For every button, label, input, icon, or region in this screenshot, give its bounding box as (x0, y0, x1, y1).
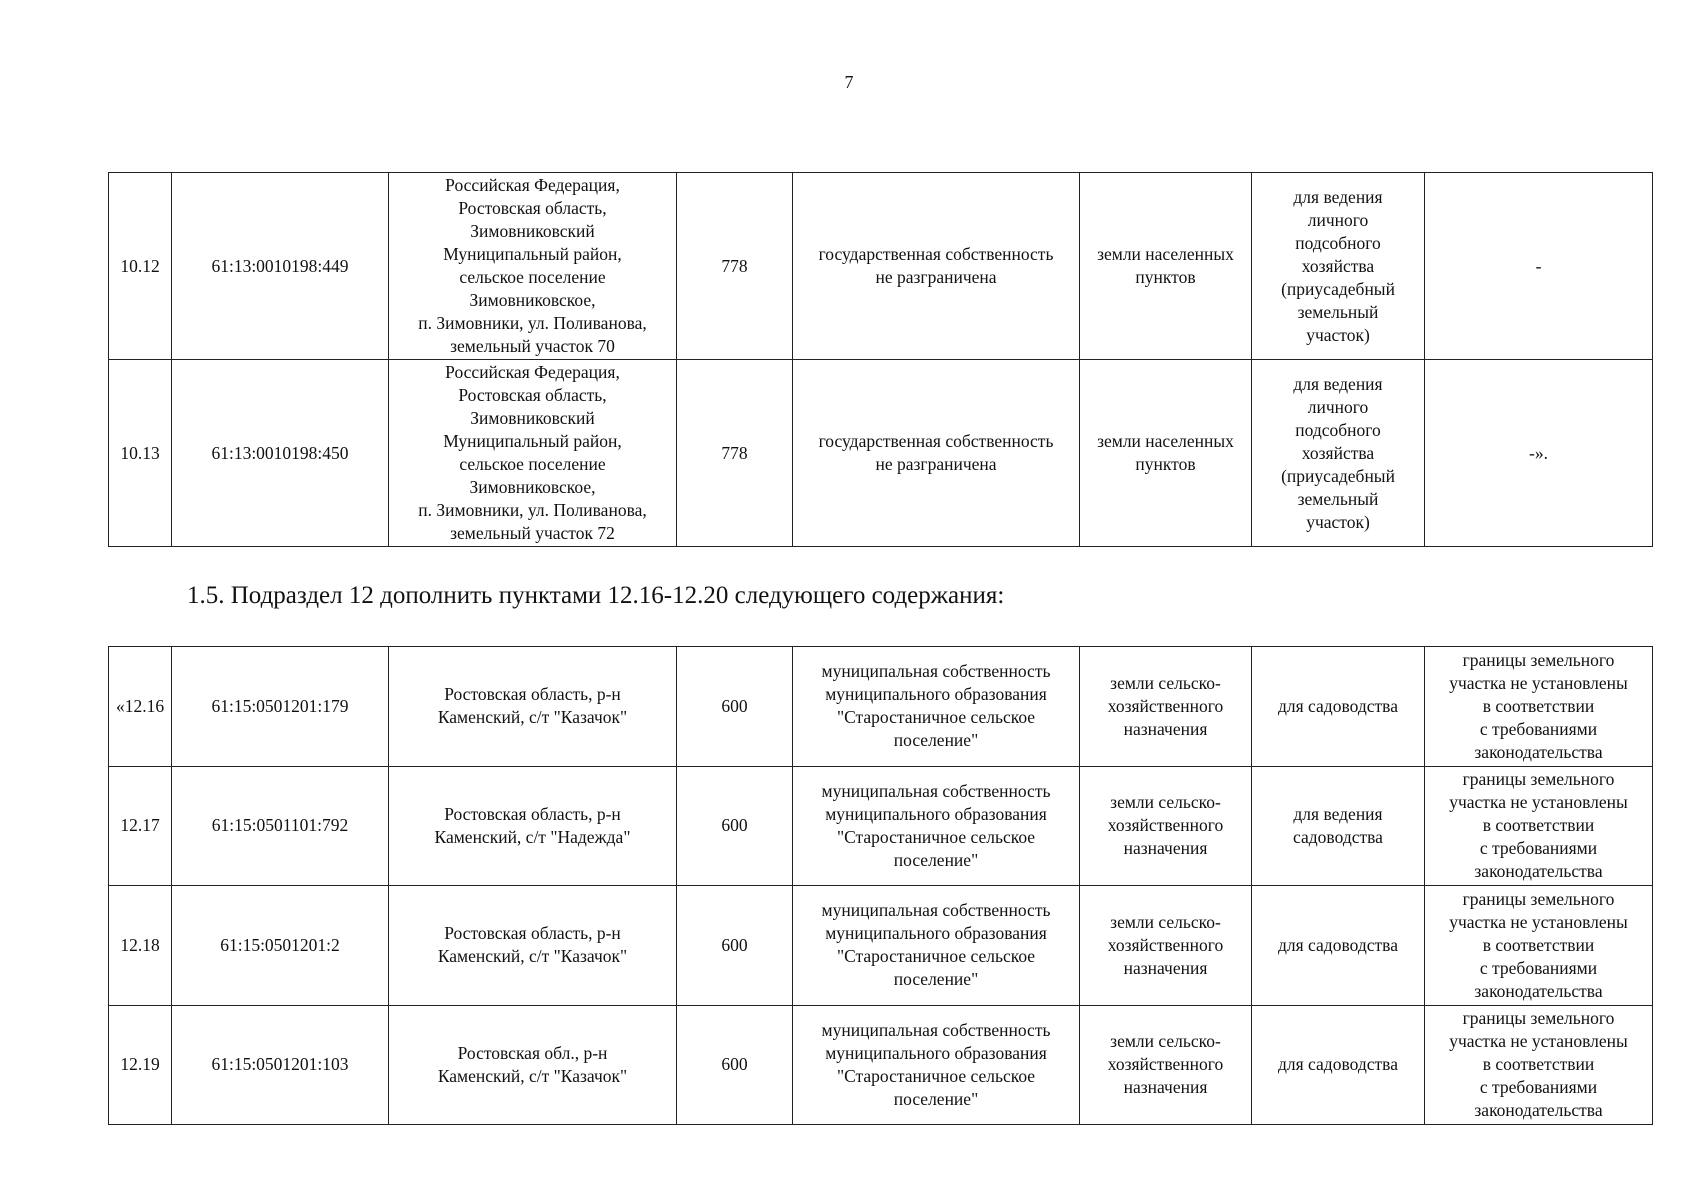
land-registry-table-bottom (108, 646, 1653, 1125)
table-row (109, 886, 1653, 1006)
area-cell: 600 (677, 766, 793, 886)
area-cell: 600 (677, 647, 793, 767)
item-number: 10.13 (109, 360, 172, 547)
area-cell: 600 (677, 1005, 793, 1125)
land-category-cell: земли сельско- хозяйственного назначения (1080, 647, 1252, 767)
permitted-use-cell: для садоводства (1252, 1005, 1425, 1125)
cadastral-number: 61:15:0501201:179 (172, 647, 389, 767)
cadastral-number: 61:15:0501101:792 (172, 766, 389, 886)
address-cell: Ростовская область, р-н Каменский, с/т "Казачок" (389, 886, 677, 1006)
permitted-use-cell: для садоводства (1252, 886, 1425, 1006)
ownership-cell: государственная собственность не разграничена (793, 173, 1080, 360)
table-row (109, 1005, 1653, 1125)
note-cell: границы земельного участка не установлены в соответствии с требованиями законодательства (1425, 766, 1653, 886)
land-registry-table-top (108, 172, 1653, 547)
land-category-cell: земли сельско- хозяйственного назначения (1080, 1005, 1252, 1125)
address-cell: Российская Федерация, Ростовская область, Зимовниковский Муниципальный район, сельское поселение Зимовниковское, п. Зимовники, ул. Поливанова, земельный участок 70 (389, 173, 677, 360)
table-row (109, 173, 1653, 360)
item-number: 12.17 (109, 766, 172, 886)
table-row (109, 360, 1653, 547)
permitted-use-cell: для ведения садоводства (1252, 766, 1425, 886)
note-cell: - (1425, 173, 1653, 360)
land-category-cell: земли сельско- хозяйственного назначения (1080, 766, 1252, 886)
note-cell: границы земельного участка не установлены в соответствии с требованиями законодательства (1425, 1005, 1653, 1125)
ownership-cell: муниципальная собственность муниципального образования "Старостаничное сельское поселение" (793, 766, 1080, 886)
item-number: 12.19 (109, 1005, 172, 1125)
cadastral-number: 61:13:0010198:449 (172, 173, 389, 360)
item-number: «12.16 (109, 647, 172, 767)
ownership-cell: государственная собственность не разграничена (793, 360, 1080, 547)
cadastral-number: 61:15:0501201:2 (172, 886, 389, 1006)
area-cell: 778 (677, 360, 793, 547)
ownership-cell: муниципальная собственность муниципального образования "Старостаничное сельское поселение" (793, 886, 1080, 1006)
cadastral-number: 61:15:0501201:103 (172, 1005, 389, 1125)
note-cell: границы земельного участка не установлены в соответствии с требованиями законодательства (1425, 647, 1653, 767)
page-number: 7 (844, 72, 854, 92)
address-cell: Российская Федерация, Ростовская область, Зимовниковский Муниципальный район, сельское поселение Зимовниковское, п. Зимовники, ул. Поливанова, земельный участок 72 (389, 360, 677, 547)
address-cell: Ростовская область, р-н Каменский, с/т "Казачок" (389, 647, 677, 767)
table-row (109, 766, 1653, 886)
permitted-use-cell: для ведения личного подсобного хозяйства (приусадебный земельный участок) (1252, 360, 1425, 547)
address-cell: Ростовская область, р-н Каменский, с/т "Надежда" (389, 766, 677, 886)
item-number: 10.12 (109, 173, 172, 360)
table-row (109, 647, 1653, 767)
permitted-use-cell: для садоводства (1252, 647, 1425, 767)
note-cell: -». (1425, 360, 1653, 547)
ownership-cell: муниципальная собственность муниципального образования "Старостаничное сельское поселение" (793, 647, 1080, 767)
address-cell: Ростовская обл., р-н Каменский, с/т "Казачок" (389, 1005, 677, 1125)
area-cell: 600 (677, 886, 793, 1006)
section-heading: 1.5. Подраздел 12 дополнить пунктами 12.16-12.20 следующего содержания: (187, 582, 1005, 609)
permitted-use-cell: для ведения личного подсобного хозяйства (приусадебный земельный участок) (1252, 173, 1425, 360)
land-category-cell: земли населенных пунктов (1080, 173, 1252, 360)
ownership-cell: муниципальная собственность муниципального образования "Старостаничное сельское поселение" (793, 1005, 1080, 1125)
cadastral-number: 61:13:0010198:450 (172, 360, 389, 547)
note-cell: границы земельного участка не установлены в соответствии с требованиями законодательства (1425, 886, 1653, 1006)
land-category-cell: земли сельско- хозяйственного назначения (1080, 886, 1252, 1006)
item-number: 12.18 (109, 886, 172, 1006)
land-category-cell: земли населенных пунктов (1080, 360, 1252, 547)
area-cell: 778 (677, 173, 793, 360)
